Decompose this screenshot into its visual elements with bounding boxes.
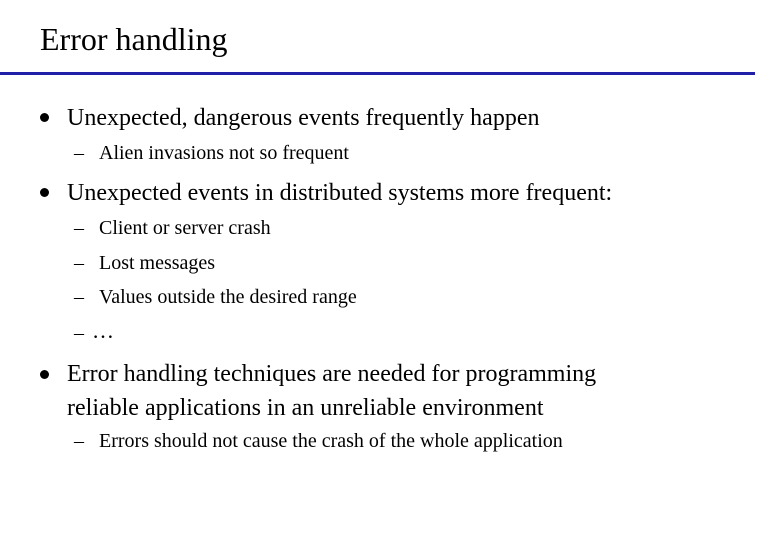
dash-marker: – (74, 286, 84, 308)
dash-marker: – (74, 252, 84, 274)
dash-marker: – (74, 430, 84, 452)
sub-bullet-1-1: Alien invasions not so frequent (99, 142, 349, 164)
dash-marker: – (74, 322, 84, 344)
dash-marker: – (74, 217, 84, 239)
bullet-2-text: Unexpected events in distributed systems more frequent: (67, 180, 613, 206)
bullet-3-text-line-1: Error handling techniques are needed for programming (67, 361, 597, 387)
bullet-dot (40, 188, 49, 197)
title-divider (0, 72, 755, 75)
bullet-3-text-line-2: reliable applications in an unreliable environment (67, 395, 544, 421)
sub-bullet-2-4: … (92, 318, 114, 343)
sub-bullet-2-3: Values outside the desired range (99, 286, 357, 308)
sub-bullet-2-2: Lost messages (99, 252, 216, 274)
sub-bullet-3-1: Errors should not cause the crash of the whole application (99, 430, 563, 452)
slide-title: Error handling (40, 21, 228, 57)
bullet-dot (40, 370, 49, 379)
bullet-dot (40, 113, 49, 122)
bullet-1-text: Unexpected, dangerous events frequently happen (67, 105, 540, 131)
dash-marker: – (74, 142, 84, 164)
sub-bullet-2-1: Client or server crash (99, 217, 271, 239)
